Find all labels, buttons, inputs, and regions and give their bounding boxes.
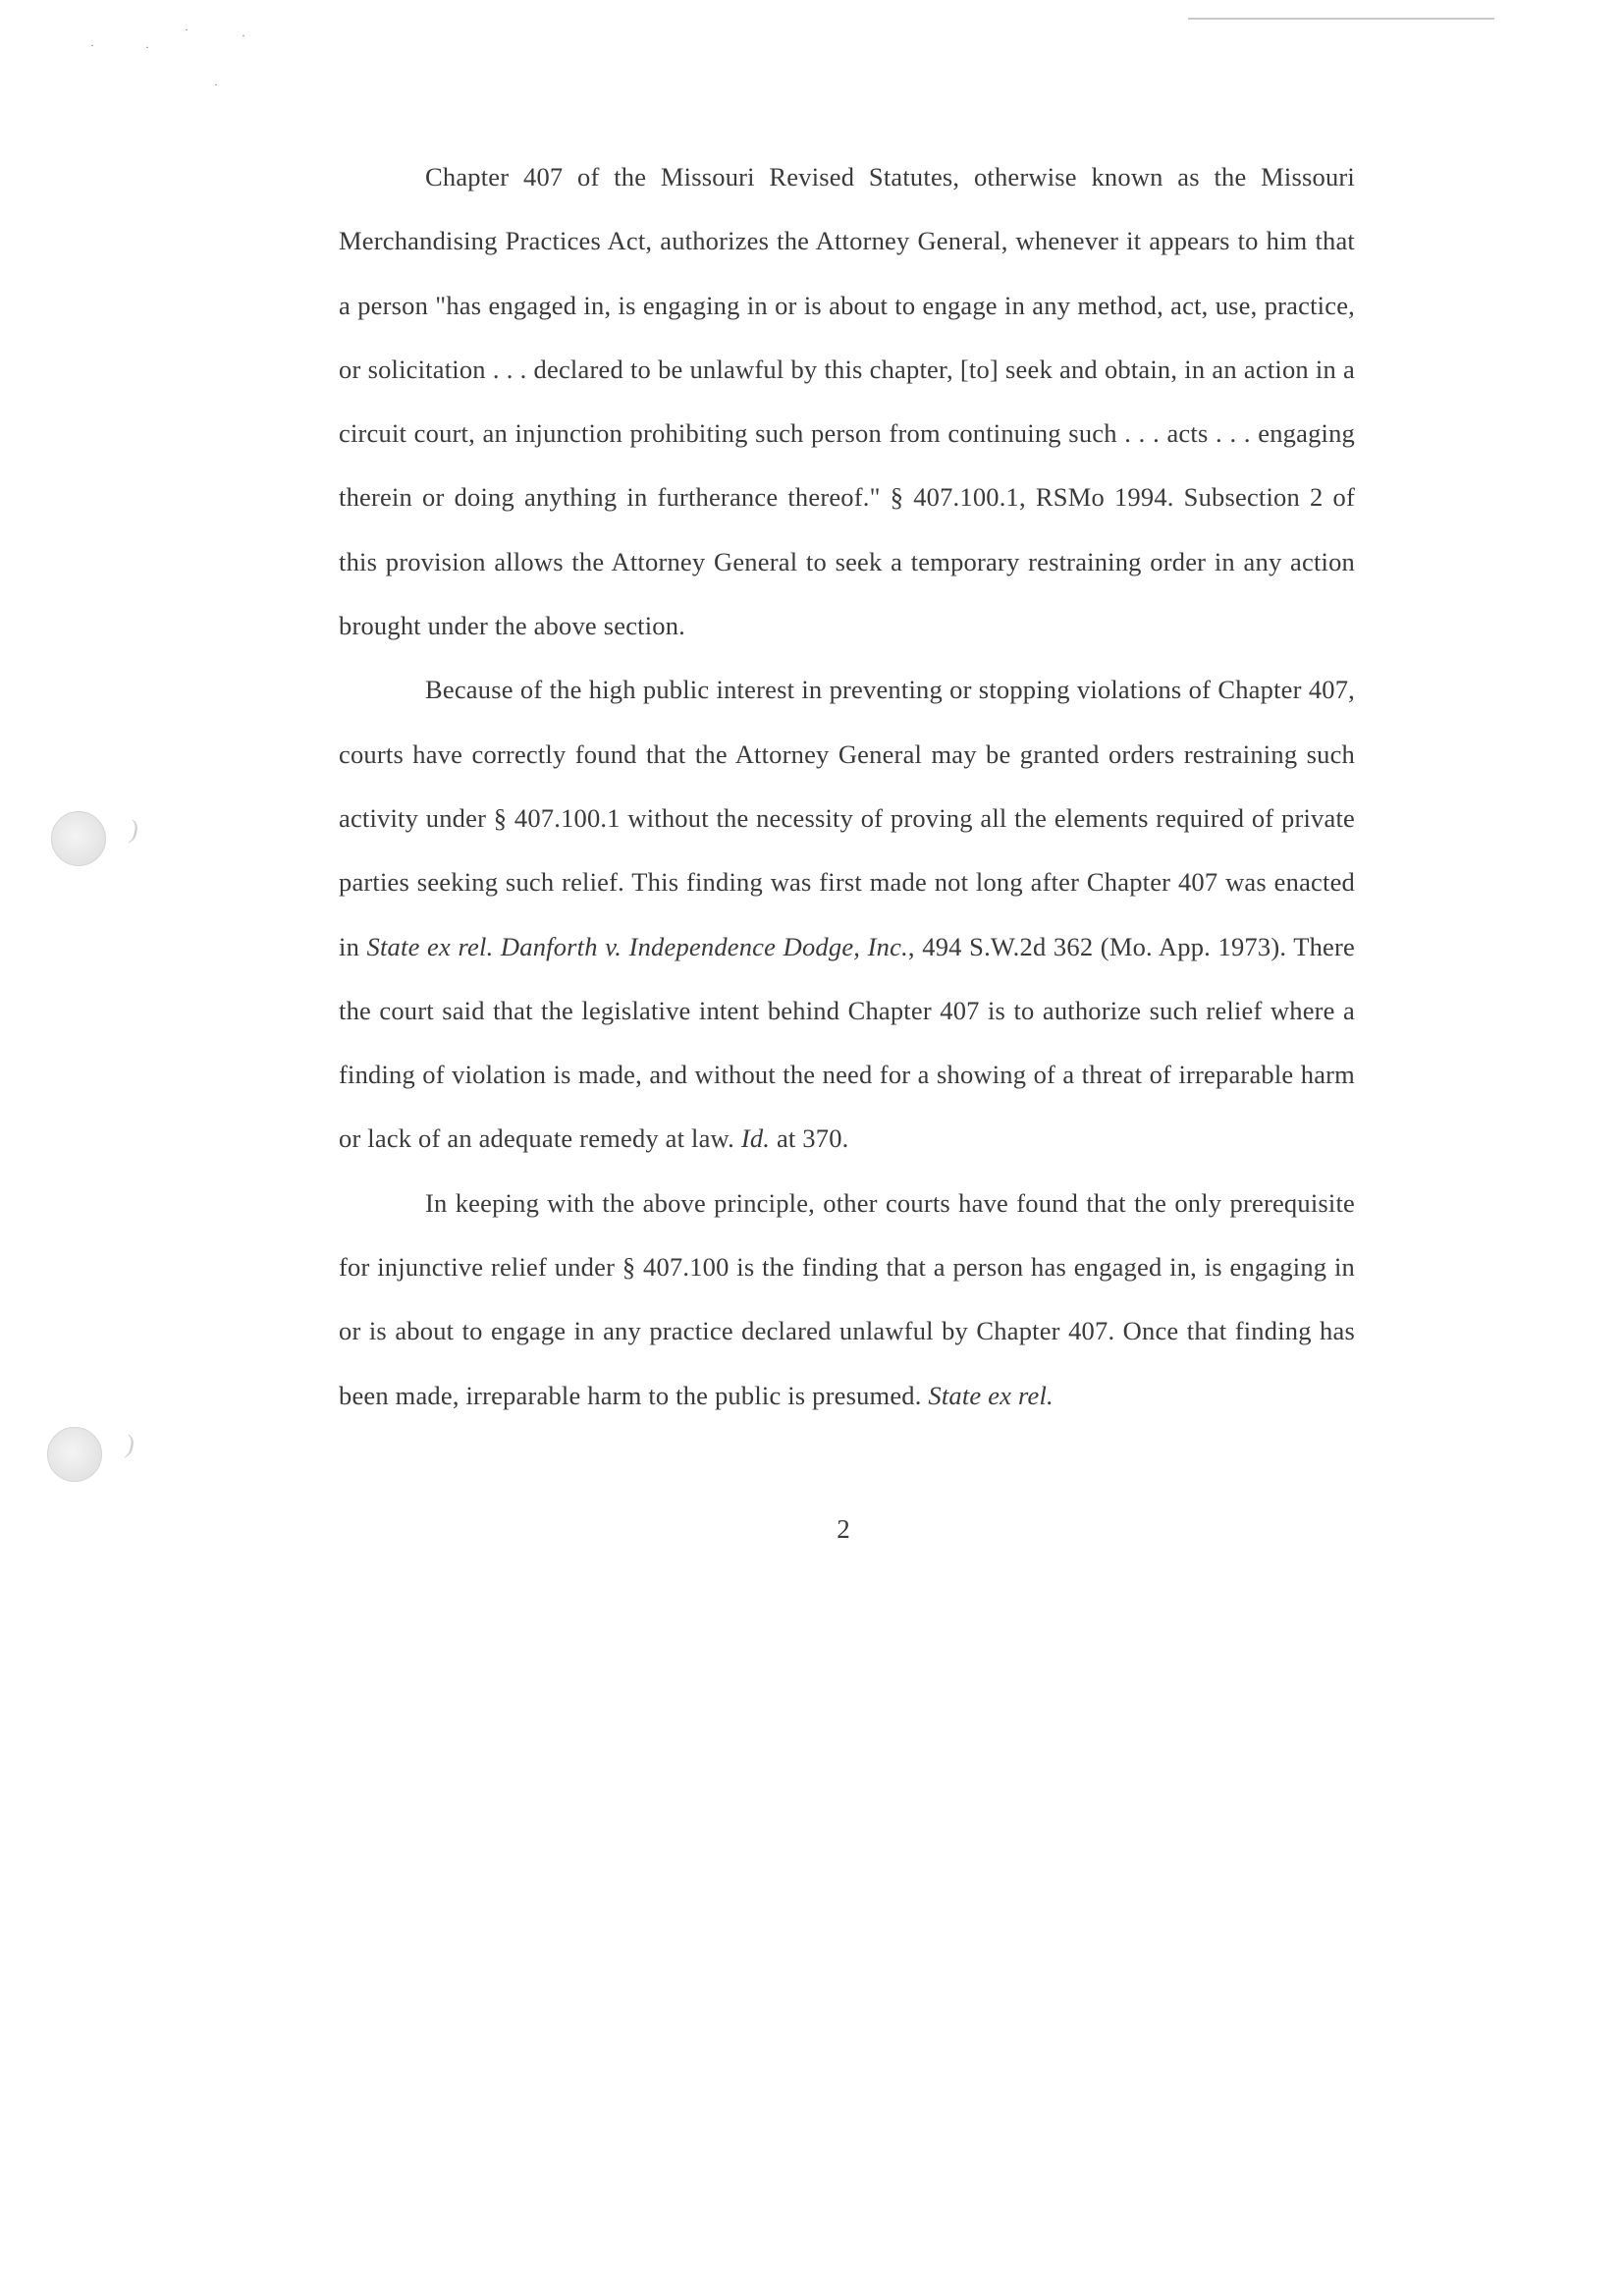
case-citation: State ex rel. Danforth v. Independence Dodge, Inc. <box>366 931 908 961</box>
text-run: Because of the high public interest in preventing or stopping violations of Chapter 407, courts have correctly found that the Attorney General may be granted orders restraining such activity under § 407.100.1 without the necessity of proving all the elements required of private parties seeking such relief. This finding was first made not long after Chapter 407 was enacted in <box>339 675 1355 961</box>
text-run: , 494 S.W.2d 362 (Mo. App. 1973). There the court said that the legislative intent behind Chapter 407 is to authorize such relief where a finding of violation is made, and without the need for a showing of a threat of irreparable harm or lack of an adequate remedy at law. <box>339 931 1356 1154</box>
scan-speck: · <box>145 40 149 54</box>
punch-hole <box>47 1427 102 1482</box>
paragraph <box>339 658 1355 1171</box>
text-run: Chapter 407 of the Missouri Revised Statutes, otherwise known as the Missouri Merchandising Practices Act, authorizes the Attorney General, whenever it appears to him that a person "has engaged in, is engaging in or is about to engage in any method, act, use, practice, or solicitation . . . declared to be unlawful by this chapter, [to] seek and obtain, in an action in a circuit court, an injunction prohibiting such person from continuing such . . . acts . . . engaging therein or doing anything in furtherance thereof." § 407.100.1, RSMo 1994. Subsection 2 of this provision allows the Attorney General to seek a temporary restraining order in any action brought under the above section. <box>339 162 1355 641</box>
scan-speck: · <box>214 78 218 91</box>
scan-mark: ) <box>126 1430 135 1458</box>
scan-speck: · <box>90 38 94 52</box>
paragraph <box>339 145 1355 658</box>
citation-id: Id. <box>740 1123 771 1154</box>
text-run: In keeping with the above principle, other courts have found that the only prerequisite for injunctive relief under § 407.100 is the finding that a person has engaged in, is engaging in or is about to engage in any practice declared unlawful by Chapter 407. Once that finding has been made, irreparable harm to the public is presumed. <box>339 1187 1355 1410</box>
scan-speck: · <box>242 28 245 42</box>
scan-mark: ) <box>130 815 138 844</box>
case-citation: State ex rel. <box>928 1380 1054 1410</box>
paragraph <box>339 1172 1355 1428</box>
punch-hole <box>51 811 106 866</box>
scan-speck: · <box>185 23 189 36</box>
scan-artifact-line <box>1188 18 1494 20</box>
document-body <box>339 145 1355 1428</box>
text-run: at 370. <box>770 1123 849 1154</box>
page-number: 2 <box>837 1514 850 1544</box>
